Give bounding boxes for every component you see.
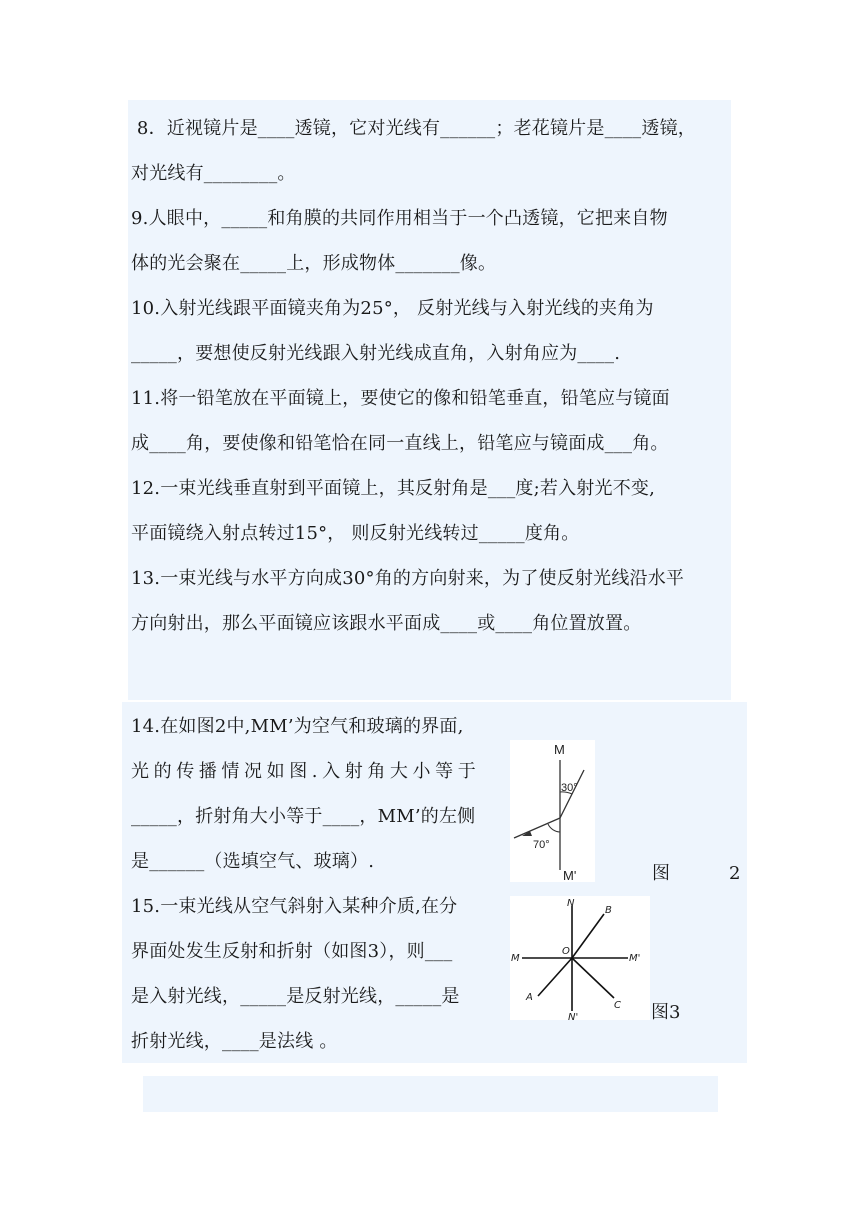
question-15-line-3: 是入射光线，_____是反射光线，_____是 [131,986,460,1007]
question-14-line-3: _____，折射角大小等于____，MM’的左侧 [131,806,476,827]
question-9-line-1: 9.人眼中，_____和角膜的共同作用相当于一个凸透镜，它把来自物 [131,208,668,229]
question-14-line-4: 是______（选填空气、玻璃）. [131,851,375,872]
figure-3-label-o: O [562,946,570,957]
question-15-line-2: 界面处发生反射和折射（如图3），则___ [131,941,453,962]
question-10-line-2: _____，要想使反射光线跟入射光线成直角，入射角应为____. [131,343,621,364]
question-15-line-1: 15.一束光线从空气斜射入某种介质,在分 [131,896,458,917]
figure-3-label-m-prime: M' [629,953,641,964]
figure-3-label-n: N [567,898,575,909]
figure-3-label-a: A [526,992,533,1003]
figure-2-caption-word: 图 [652,863,670,884]
figure-3-ray-diagram [510,896,650,1020]
figure-2-caption-number: 2 [729,863,741,884]
question-14-line-2: 光的传播情况如图.入射角大小等于 [131,761,481,782]
question-8-line-1: 8．近视镜片是____透镜，它对光线有______；老花镜片是____透镜， [131,118,696,139]
question-13-line-1: 13.一束光线与水平方向成30°角的方向射来，为了使反射光线沿水平 [131,568,685,589]
figure-2-angle-70: 70° [533,839,550,851]
figure-2-angle-30: 30° [561,782,578,794]
question-15-line-4: 折射光线，____是法线 。 [131,1031,338,1052]
question-14-line-1: 14.在如图2中,MM’为空气和玻璃的界面, [131,716,464,737]
figure-3-label-n-prime: N' [568,1012,579,1020]
figure-2-refraction-diagram [510,740,595,882]
question-10-line-1: 10.入射光线跟平面镜夹角为25°， 反射光线与入射光线的夹角为 [131,298,654,319]
question-block-background-3 [143,1076,718,1112]
figure-3-label-c: C [614,1000,621,1011]
question-11-line-1: 11.将一铅笔放在平面镜上，要使它的像和铅笔垂直，铅笔应与镜面 [131,388,670,409]
figure-2-label-m-prime: M' [563,868,577,882]
figure-3-label-m: M [511,953,520,964]
question-13-line-2: 方向射出，那么平面镜应该跟水平面成____或____角位置放置。 [131,613,642,634]
question-11-line-2: 成____角，要使像和铅笔恰在同一直线上，铅笔应与镜面成___角。 [131,433,669,454]
question-9-line-2: 体的光会聚在_____上，形成物体_______像。 [131,253,497,274]
question-12-line-2: 平面镜绕入射点转过15°， 则反射光线转过_____度角。 [131,523,580,544]
figure-3-caption: 图3 [651,1002,681,1023]
figure-2-label-m: M [554,742,565,757]
figure-3-label-b: B [605,905,612,916]
question-12-line-1: 12.一束光线垂直射到平面镜上，其反射角是___度;若入射光不变, [131,478,656,499]
question-8-line-2: 对光线有________。 [131,163,296,184]
